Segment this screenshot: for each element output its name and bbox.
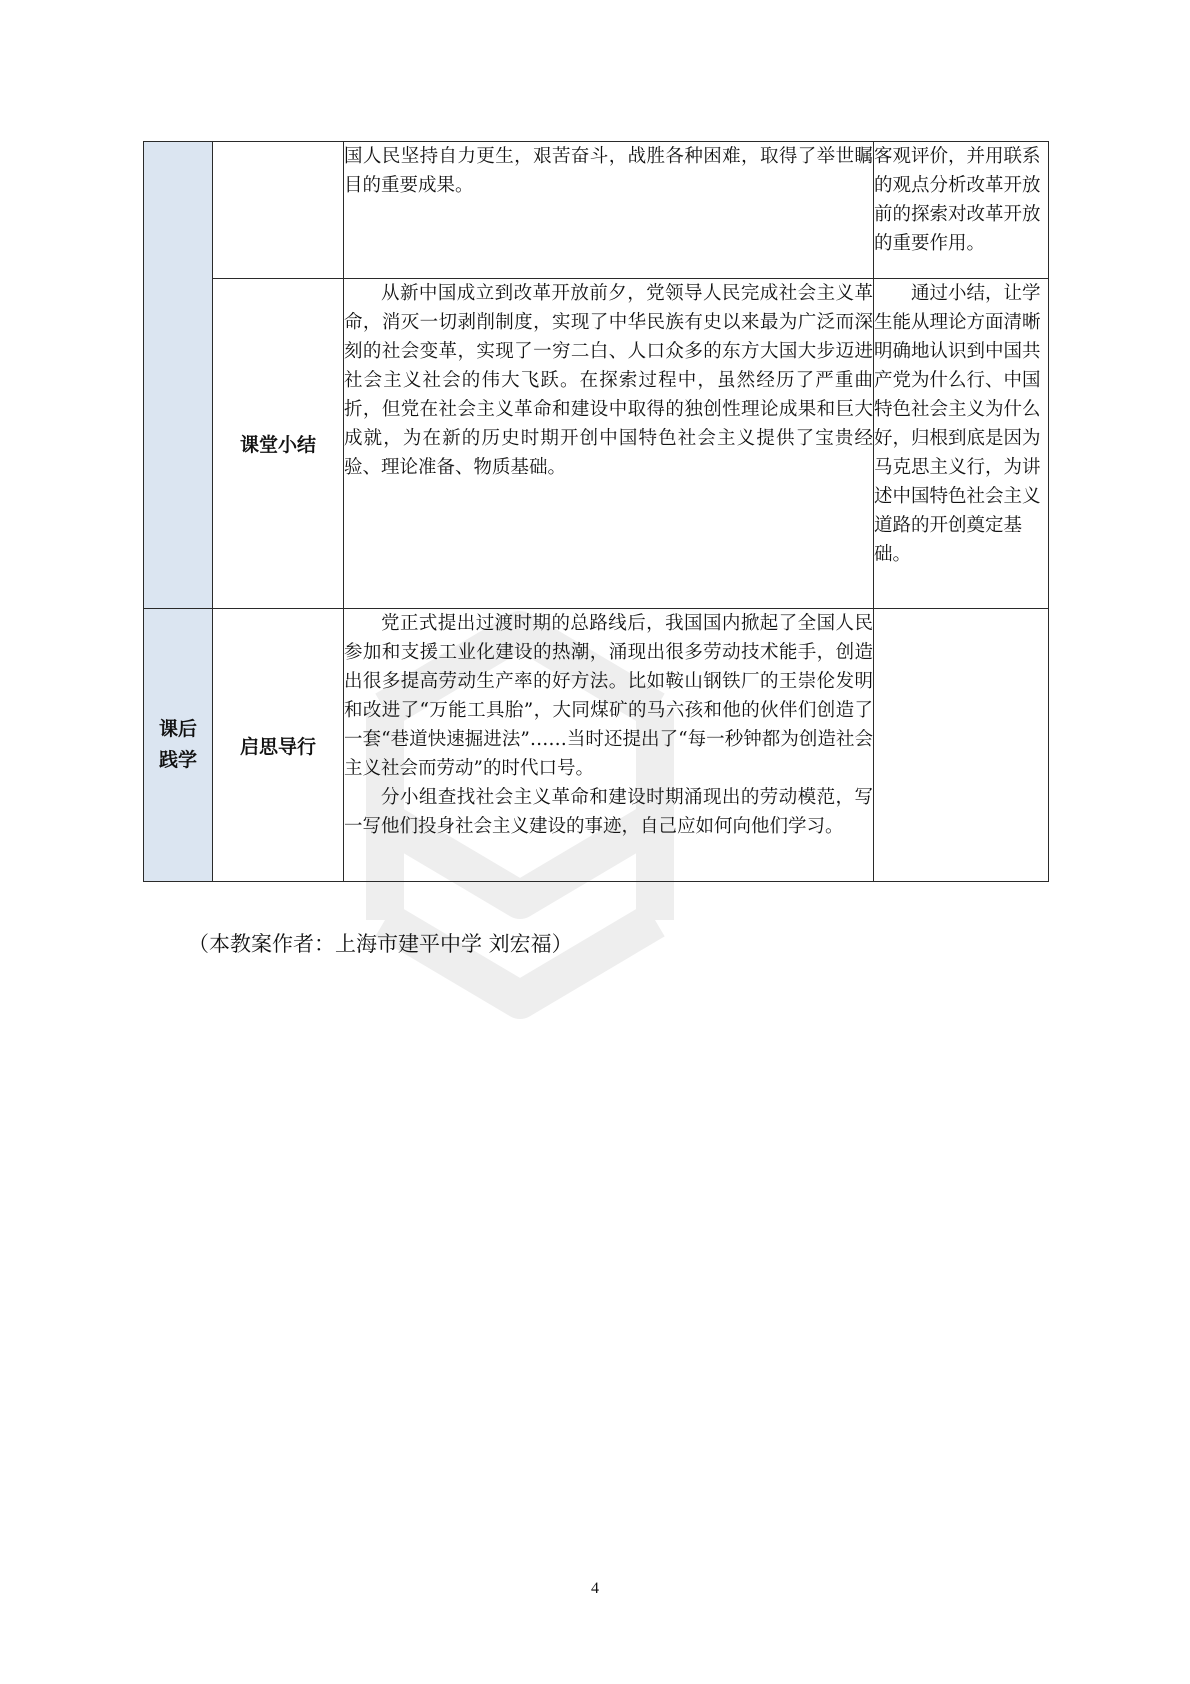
intent-text: 通过小结，让学生能从理论方面清晰明确地认识到中国共产党为什么行、中国特色社会主义为什么好，归根到底是因为马克思主义行，为讲述中国特色社会主义道路的开创奠定基础。 <box>874 283 1041 565</box>
section-cell <box>213 609 344 882</box>
intent-cell <box>874 609 1049 882</box>
stage-label-line2: 践学 <box>158 749 197 771</box>
content-text: 从新中国成立到改革开放前夕，党领导人民完成社会主义革命，消灭一切剥削制度，实现了中华民族有史以来最为广泛而深刻的社会变革，实现了一穷二白、人口众多的东方大国大步迈进社会主义社会的伟大飞跃。在探索过程中，虽然经历了严重曲折，但党在社会主义革命和建设中取得的独创性理论成果和巨大成就，为在新的历史时期开创中国特色社会主义提供了宝贵经验、理论准备、物质基础。 <box>344 283 873 478</box>
section-label: 启思导行 <box>239 735 316 758</box>
section-cell <box>213 279 344 609</box>
table-row <box>144 609 1049 882</box>
intent-cell <box>874 142 1049 279</box>
intent-text: 客观评价，并用联系的观点分析改革开放前的探索对改革开放的重要作用。 <box>874 146 1041 254</box>
section-label: 课堂小结 <box>239 434 316 456</box>
content-text: 国人民坚持自力更生，艰苦奋斗，战胜各种困难，取得了举世瞩目的重要成果。 <box>344 146 873 196</box>
intent-cell <box>874 279 1049 609</box>
author-note: （本教案作者：上海市建平中学 刘宏福） <box>188 932 573 956</box>
page-number: 4 <box>591 1580 599 1597</box>
table-row <box>144 142 1049 279</box>
stage-cell <box>144 609 213 882</box>
content-cell <box>344 279 874 609</box>
content-paragraph-1: 党正式提出过渡时期的总路线后，我国国内掀起了全国人民参加和支援工业化建设的热潮，涌现出很多劳动技术能手，创造出很多提高劳动生产率的好方法。比如鞍山钢铁厂的王崇伦发明和改进了“万能工具胎”，大同煤矿的马六孩和他的伙伴们创造了一套“巷道快速掘进法”……当时还提出了“每一秒钟都为创造社会主义社会而劳动”的时代口号。 <box>344 613 873 779</box>
lesson-plan-table <box>143 141 1049 882</box>
stage-cell <box>144 142 213 609</box>
section-cell <box>213 142 344 279</box>
stage-label-line1: 课后 <box>158 718 197 740</box>
content-cell <box>344 609 874 882</box>
content-cell <box>344 142 874 279</box>
table-row <box>144 279 1049 609</box>
content-paragraph-2: 分小组查找社会主义革命和建设时期涌现出的劳动模范，写一写他们投身社会主义建设的事迹，自己应如何向他们学习。 <box>344 787 873 837</box>
